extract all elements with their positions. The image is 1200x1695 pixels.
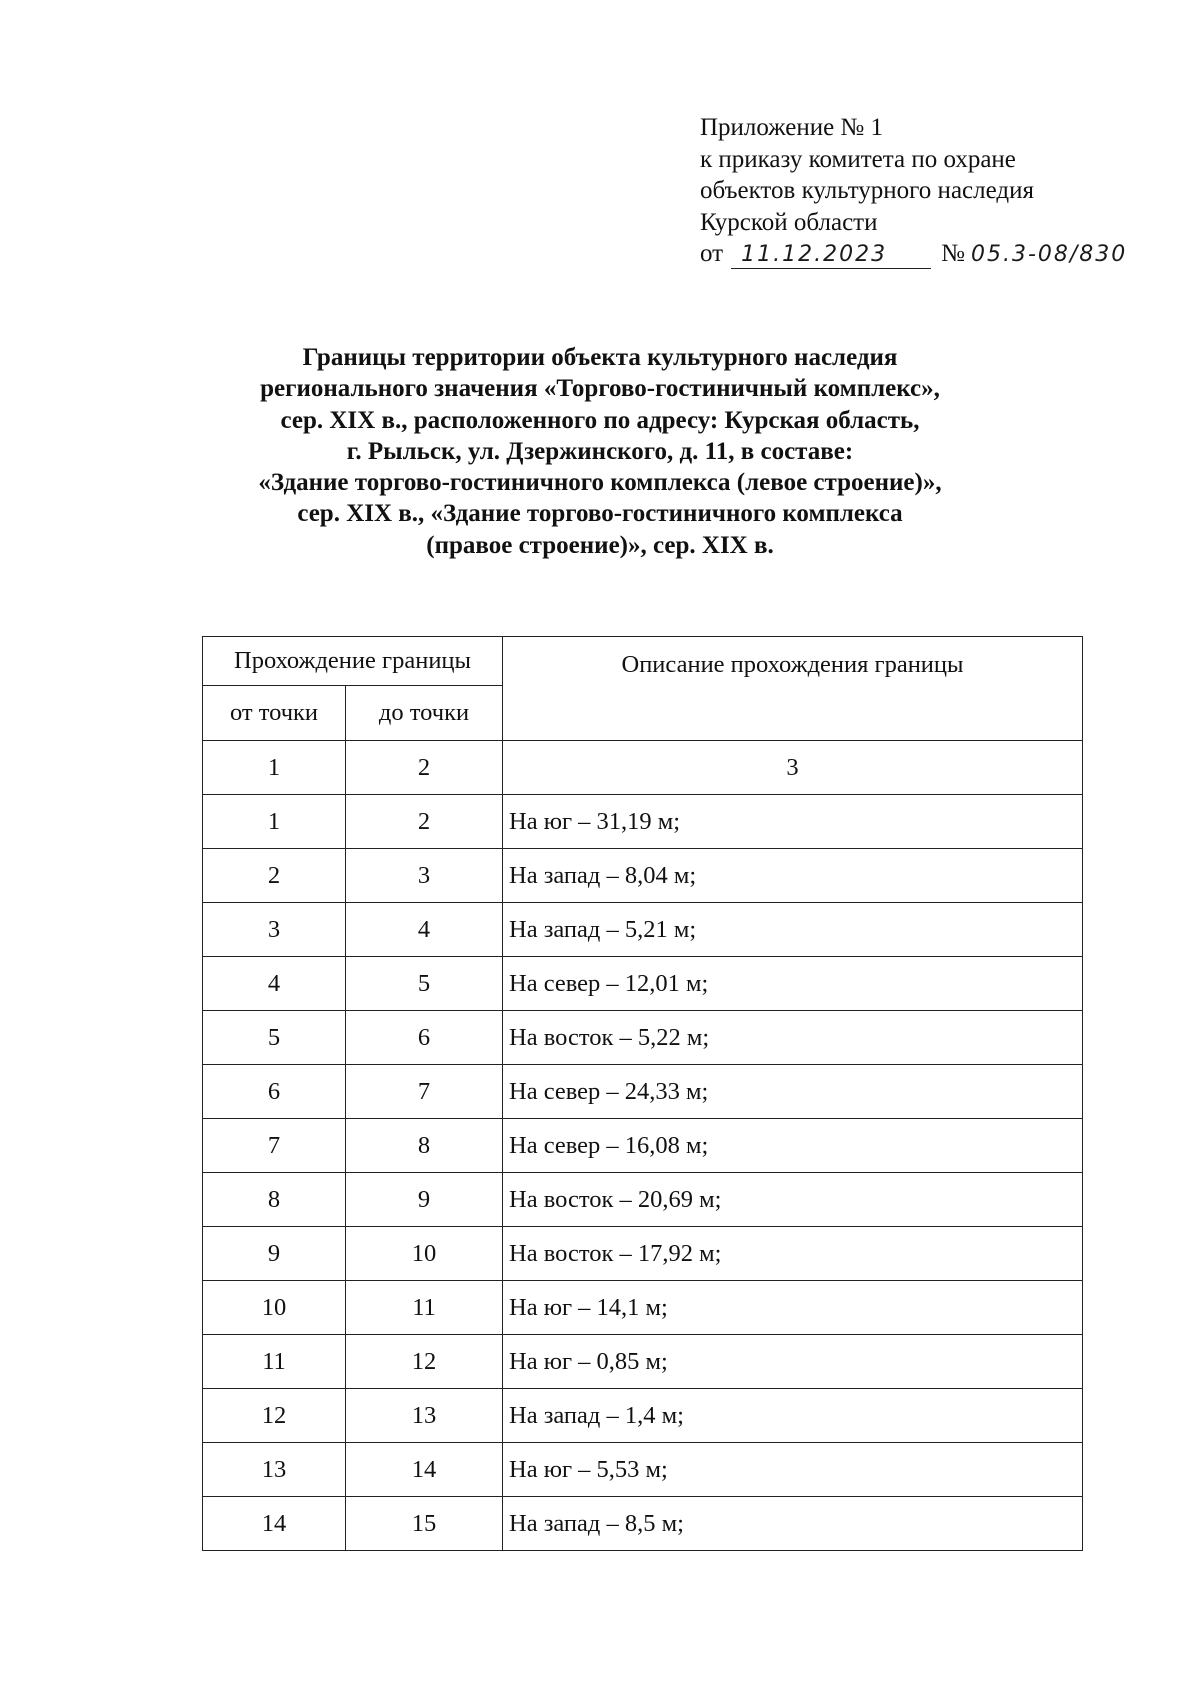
- to-point-cell: 10: [346, 1227, 503, 1281]
- from-point-cell: 5: [203, 1011, 346, 1065]
- from-point-cell: 12: [203, 1389, 346, 1443]
- title-line-3: сер. XIX в., расположенного по адресу: Курская область,: [280, 406, 920, 434]
- from-point-cell: 3: [203, 903, 346, 957]
- appendix-line-1: Приложение № 1: [700, 114, 884, 141]
- to-point-cell: 11: [346, 1281, 503, 1335]
- table-row: [203, 1173, 1083, 1227]
- description-cell: На восток – 20,69 м;: [503, 1173, 1083, 1227]
- to-point-cell: 5: [346, 957, 503, 1011]
- table-row: [203, 795, 1083, 849]
- table-row: [203, 1011, 1083, 1065]
- to-point-cell: 4: [346, 903, 503, 957]
- boundary-table: [202, 636, 1083, 1551]
- to-point-cell: 6: [346, 1011, 503, 1065]
- order-number: 05.3-08/830: [970, 242, 1128, 267]
- description-cell: На север – 16,08 м;: [503, 1119, 1083, 1173]
- header-to-point: до точки: [346, 686, 503, 741]
- description-cell: На запад – 5,21 м;: [503, 903, 1083, 957]
- description-cell: На восток – 5,22 м;: [503, 1011, 1083, 1065]
- column-number-row: [203, 741, 1083, 795]
- column-number: 1: [203, 741, 346, 795]
- table-row: [203, 1119, 1083, 1173]
- order-date: 11.12.2023: [731, 242, 931, 269]
- table-row: [203, 1065, 1083, 1119]
- description-cell: На юг – 14,1 м;: [503, 1281, 1083, 1335]
- table-row: [203, 1227, 1083, 1281]
- column-number: 2: [346, 741, 503, 795]
- order-date-line: [700, 238, 1160, 270]
- header-description: Описание прохождения границы: [503, 637, 1083, 741]
- to-point-cell: 14: [346, 1443, 503, 1497]
- from-point-cell: 7: [203, 1119, 346, 1173]
- to-point-cell: 13: [346, 1389, 503, 1443]
- from-point-cell: 2: [203, 849, 346, 903]
- table-row: [203, 1497, 1083, 1551]
- to-point-cell: 9: [346, 1173, 503, 1227]
- date-prefix: от: [700, 240, 724, 267]
- appendix-line-3: объектов культурного наследия: [700, 177, 1034, 204]
- description-cell: На юг – 31,19 м;: [503, 795, 1083, 849]
- appendix-line-4: Курской области: [700, 208, 878, 236]
- to-point-cell: 12: [346, 1335, 503, 1389]
- title-line-7: (правое строение)», сер. XIX в.: [426, 531, 774, 559]
- description-cell: На юг – 0,85 м;: [503, 1335, 1083, 1389]
- description-cell: На запад – 8,04 м;: [503, 849, 1083, 903]
- from-point-cell: 1: [203, 795, 346, 849]
- table-row: [203, 849, 1083, 903]
- description-cell: На север – 24,33 м;: [503, 1065, 1083, 1119]
- title-line-1: Границы территории объекта культурного наследия: [302, 344, 898, 371]
- title-line-6: сер. XIX в., «Здание торгово-гостиничного комплекса: [297, 500, 903, 528]
- table-row: [203, 1443, 1083, 1497]
- appendix-header: [700, 112, 1160, 270]
- from-point-cell: 9: [203, 1227, 346, 1281]
- title-line-5: «Здание торгово-гостиничного комплекса (левое строение)»,: [258, 469, 942, 497]
- title-line-4: г. Рыльск, ул. Дзержинского, д. 11, в составе:: [346, 437, 854, 465]
- from-point-cell: 13: [203, 1443, 346, 1497]
- to-point-cell: 2: [346, 795, 503, 849]
- document-title: [180, 342, 1020, 561]
- table-row: [203, 1281, 1083, 1335]
- from-point-cell: 6: [203, 1065, 346, 1119]
- number-label: №: [941, 240, 965, 267]
- from-point-cell: 14: [203, 1497, 346, 1551]
- from-point-cell: 4: [203, 957, 346, 1011]
- description-cell: На север – 12,01 м;: [503, 957, 1083, 1011]
- table-header-row: [203, 637, 1083, 686]
- appendix-line-2: к приказу комитета по охране: [700, 145, 1016, 173]
- from-point-cell: 8: [203, 1173, 346, 1227]
- title-line-2: регионального значения «Торгово-гостиничный комплекс»,: [260, 375, 940, 403]
- table-row: [203, 903, 1083, 957]
- to-point-cell: 3: [346, 849, 503, 903]
- header-boundary-passage: Прохождение границы: [203, 637, 503, 686]
- to-point-cell: 7: [346, 1065, 503, 1119]
- from-point-cell: 11: [203, 1335, 346, 1389]
- description-cell: На юг – 5,53 м;: [503, 1443, 1083, 1497]
- column-number: 3: [503, 741, 1083, 795]
- description-cell: На запад – 8,5 м;: [503, 1497, 1083, 1551]
- header-from-point: от точки: [203, 686, 346, 741]
- table-row: [203, 1389, 1083, 1443]
- table-row: [203, 957, 1083, 1011]
- description-cell: На восток – 17,92 м;: [503, 1227, 1083, 1281]
- from-point-cell: 10: [203, 1281, 346, 1335]
- description-cell: На запад – 1,4 м;: [503, 1389, 1083, 1443]
- to-point-cell: 8: [346, 1119, 503, 1173]
- to-point-cell: 15: [346, 1497, 503, 1551]
- table-row: [203, 1335, 1083, 1389]
